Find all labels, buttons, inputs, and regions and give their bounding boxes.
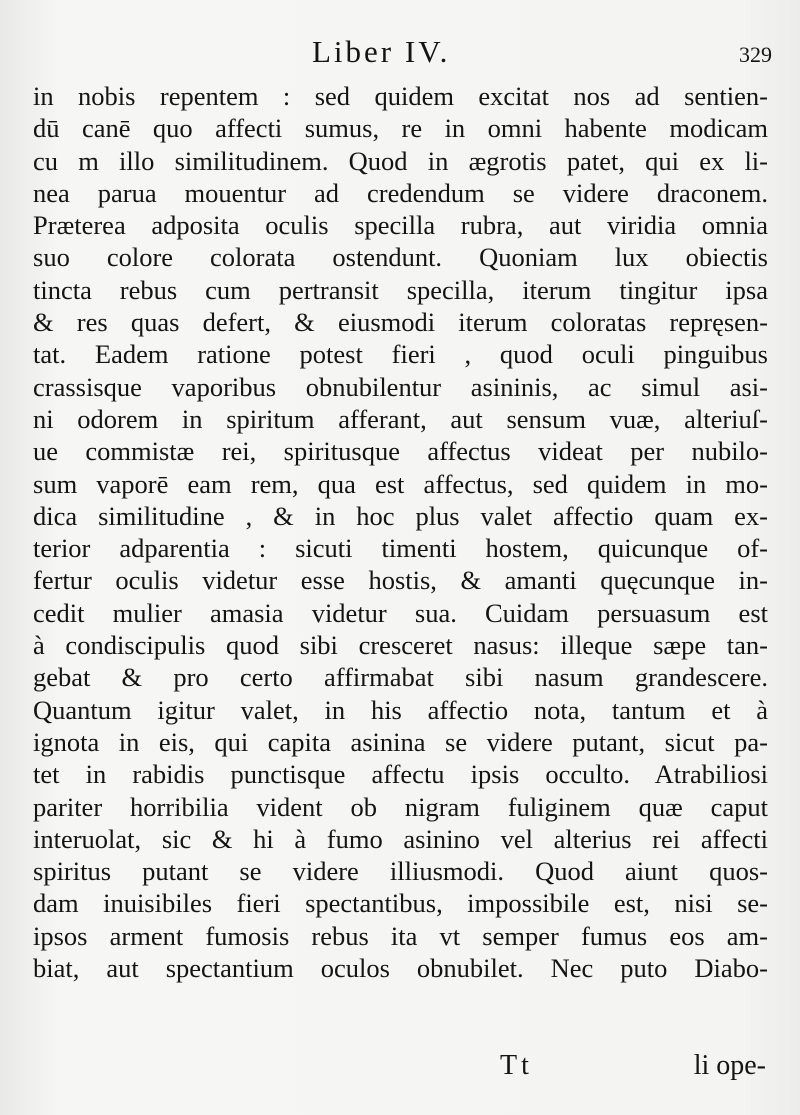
text-line: cedit mulier amasia videtur sua. Cuidam persuasum est [33, 597, 768, 628]
text-line: tat. Eadem ratione potest fieri , quod oculi pinguibus [33, 339, 768, 370]
signature-mark: Tt [500, 1050, 533, 1081]
page-header [0, 30, 800, 72]
text-line: sum vaporē eam rem, qua est affectus, sed quidem in mo- [33, 468, 768, 499]
text-line: gebat & pro certo affirmabat sibi nasum grandescere. [33, 662, 768, 693]
text-line: in nobis repentem : sed quidem excitat nos ad sentien- [33, 81, 768, 111]
text-line: biat, aut spectantium oculos obnubilet. Nec puto Diabo- [33, 953, 768, 984]
running-head: Liber IV. [312, 34, 451, 69]
text-line: interuolat, sic & hi à fumo asinino vel alterius rei affecti [33, 823, 768, 854]
text-line: à condiscipulis quod sibi cresceret nasus: illeque sæpe tan- [33, 630, 768, 661]
text-line: suo colore colorata ostendunt. Quoniam lux obiectis [33, 242, 768, 273]
text-line: ipsos arment fumosis rebus ita vt semper fumus eos am- [33, 920, 768, 951]
text-line: nea parua mouentur ad credendum se videre draconem. [33, 177, 768, 208]
text-line: fertur oculis videtur esse hostis, & amanti quęcunque in- [33, 565, 768, 596]
text-line: dica similitudine , & in hoc plus valet affectio quam ex- [33, 500, 768, 531]
text-line: Præterea adposita oculis specilla rubra, aut viridia omnia [33, 210, 768, 241]
page-footer [0, 1050, 800, 1090]
text-line: crassisque vaporibus obnubilentur asininis, ac simul asi- [33, 371, 768, 402]
text-line: ue commistæ rei, spiritusque affectus videat per nubilo- [33, 436, 768, 467]
text-line: spiritus putant se videre illiusmodi. Quod aiunt quos- [33, 856, 768, 887]
text-line: dū canē quo affecti sumus, re in omni habente modicam [33, 113, 768, 144]
catchword: li ope- [693, 1050, 766, 1081]
text-line: ignota in eis, qui capita asinina se videre putant, sicut pa- [33, 726, 768, 757]
text-line: terior adparentia : sicuti timenti hostem, quicunque of- [33, 533, 768, 564]
text-line: dam inuisibiles fieri spectantibus, impossibile est, nisi se- [33, 888, 768, 919]
text-line: tet in rabidis punctisque affectu ipsis occulto. Atrabiliosi [33, 759, 768, 790]
body-text [33, 80, 768, 984]
text-line: Quantum igitur valet, in his affectio nota, tantum et à [33, 694, 768, 725]
text-line: pariter horribilia vident ob nigram fuliginem quæ caput [33, 791, 768, 822]
page-number: 329 [739, 42, 772, 67]
text-line: ni odorem in spiritum afferant, aut sensum vuæ, alteriuſ- [33, 403, 768, 434]
text-line: tincta rebus cum pertransit specilla, iterum tingitur ipsa [33, 274, 768, 305]
text-line: cu m illo similitudinem. Quod in ægrotis patet, qui ex li- [33, 145, 768, 176]
text-line: & res quas defert, & eiusmodi iterum coloratas repręsen- [33, 307, 768, 338]
